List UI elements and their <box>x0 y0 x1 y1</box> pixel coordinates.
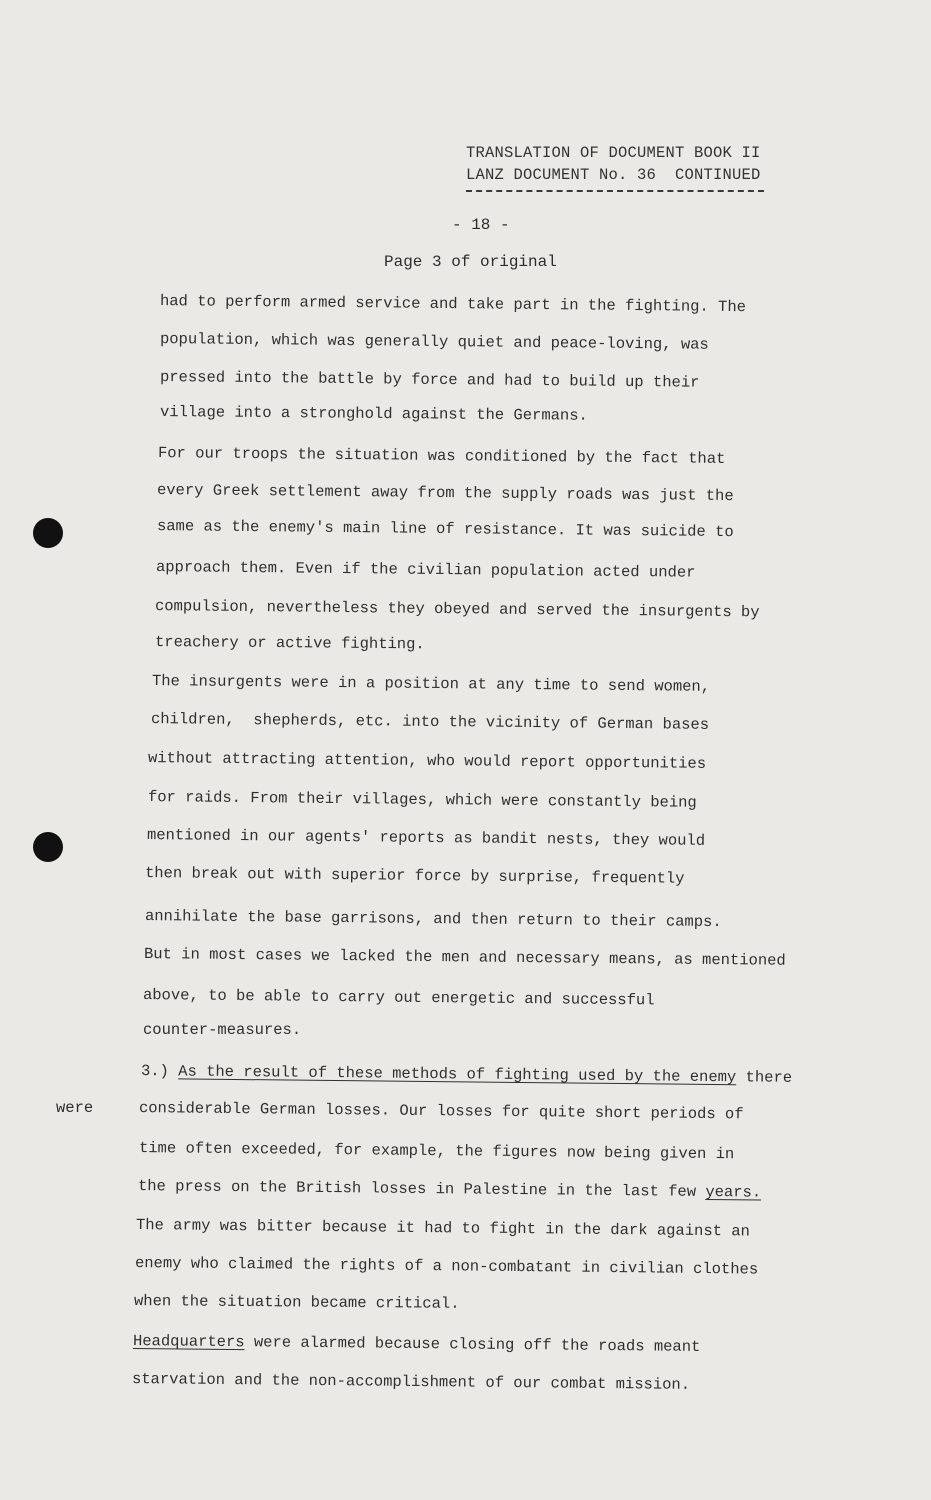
document-header <box>466 142 761 186</box>
text-line: every Greek settlement away from the supply roads was just the <box>156 481 734 506</box>
text-line <box>133 1332 701 1356</box>
text-line: population, which was generally quiet and peace-loving, was <box>159 330 709 354</box>
text-line: counter-measures. <box>143 1021 302 1039</box>
text-line: The insurgents were in a position at any time to send women, <box>151 672 711 696</box>
header-line-2: LANZ DOCUMENT No. 36 CONTINUED <box>466 166 761 184</box>
header-rule <box>466 190 764 192</box>
text-line: village into a stronghold against the Germans. <box>159 403 588 425</box>
text-line: The army was bitter because it had to fight in the dark against an <box>135 1216 750 1241</box>
text-line: mentioned in our agents' reports as bandit nests, they would <box>146 826 706 850</box>
text-line: considerable German losses. Our losses for quite short periods of <box>138 1099 744 1124</box>
text-line: children, shepherds, etc. into the vicinity of German bases <box>150 710 710 734</box>
underlined-heading: As the result of these methods of fighting used by the enemy <box>178 1062 737 1087</box>
underlined-word: years. <box>705 1182 762 1202</box>
numbered-paragraph-start <box>141 1062 792 1087</box>
text-line <box>138 1177 761 1202</box>
text-line: starvation and the non-accomplishment of our combat mission. <box>131 1370 691 1394</box>
text-line: But in most cases we lacked the men and necessary means, as mentioned <box>143 945 786 970</box>
text-line: enemy who claimed the rights of a non-combatant in civilian clothes <box>134 1254 759 1279</box>
text-fragment: there <box>745 1068 793 1087</box>
text-line: approach them. Even if the civilian population acted under <box>155 558 696 582</box>
margin-word: were <box>56 1099 94 1117</box>
underlined-word: Headquarters <box>132 1332 245 1352</box>
punch-hole-bottom <box>33 832 63 862</box>
text-line: same as the enemy's main line of resistance. It was suicide to <box>156 517 734 542</box>
text-line: compulsion, nevertheless they obeyed and served the insurgents by <box>154 597 760 622</box>
text-line: time often exceeded, for example, the figures now being given in <box>138 1139 735 1164</box>
paragraph-number: 3.) <box>140 1062 169 1081</box>
text-line: for raids. From their villages, which were constantly being <box>147 788 697 812</box>
text-fragment: were alarmed because closing off the roads meant <box>244 1333 701 1356</box>
page-number: - 18 - <box>452 216 510 234</box>
text-line: without attracting attention, who would report opportunities <box>147 749 707 773</box>
header-line-1: TRANSLATION OF DOCUMENT BOOK II <box>466 144 761 162</box>
text-fragment: the press on the British losses in Palestine in the last few <box>137 1177 697 1201</box>
text-line: For our troops the situation was conditioned by the fact that <box>157 444 726 468</box>
text-line: had to perform armed service and take part in the fighting. The <box>159 292 747 317</box>
punch-hole-top <box>33 518 63 548</box>
text-line: above, to be able to carry out energetic and successful <box>142 986 655 1010</box>
page-reference: Page 3 of original <box>384 253 557 271</box>
text-line: then break out with superior force by surprise, frequently <box>144 864 685 888</box>
text-line: when the situation became critical. <box>133 1292 460 1313</box>
text-line: annihilate the base garrisons, and then return to their camps. <box>144 907 722 932</box>
text-line: treachery or active fighting. <box>154 633 425 654</box>
text-line: pressed into the battle by force and had to build up their <box>159 368 700 392</box>
